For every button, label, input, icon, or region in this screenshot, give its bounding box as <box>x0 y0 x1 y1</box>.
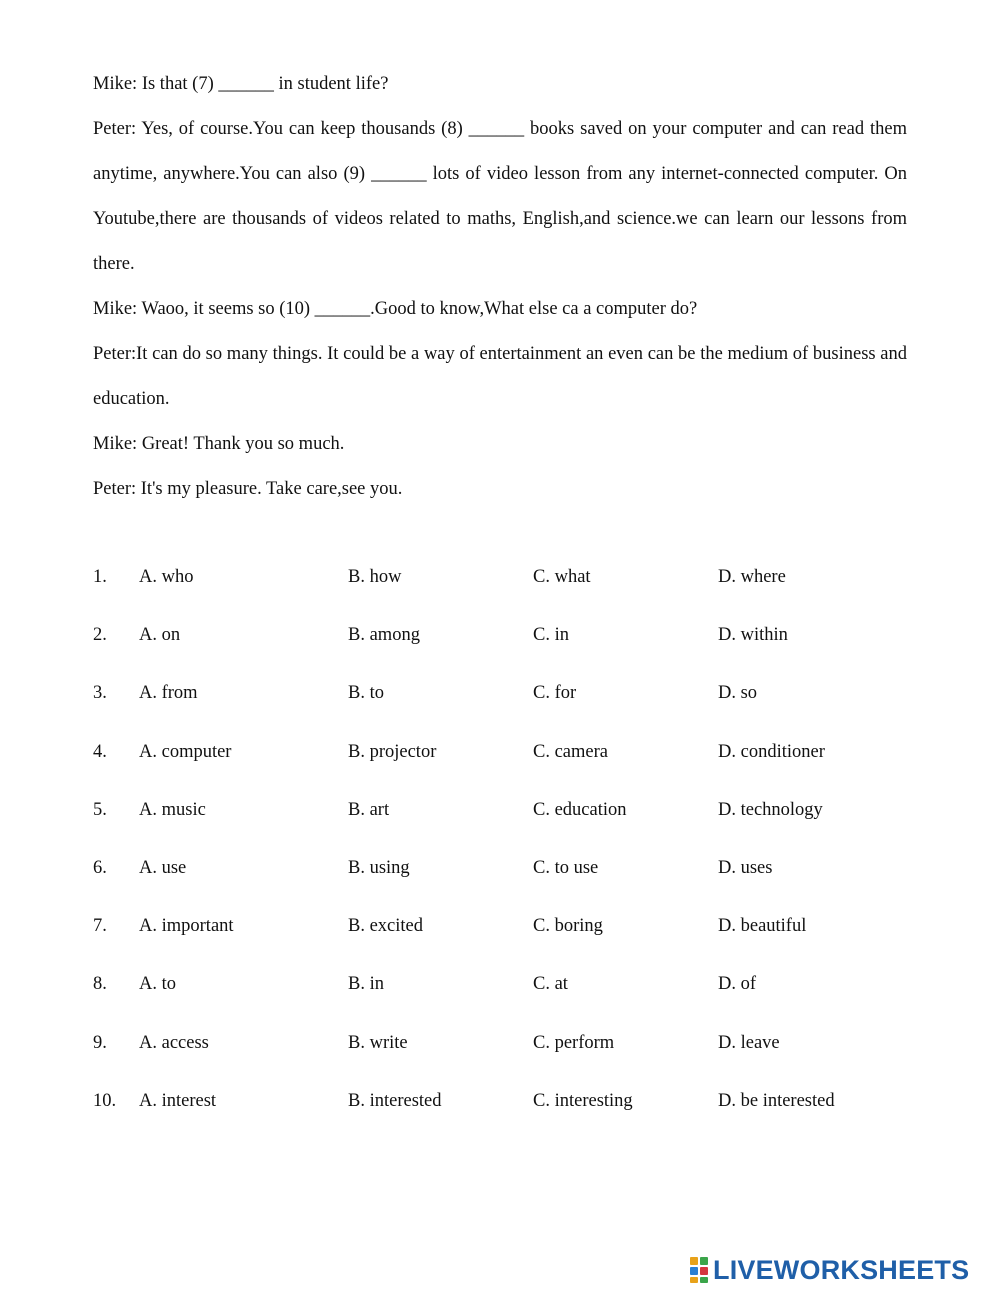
option-c: C. camera <box>533 741 608 762</box>
question-number: 10. <box>93 1090 117 1111</box>
option-a: A. from <box>139 683 198 704</box>
question-row <box>93 1023 913 1081</box>
option-d: D. be interested <box>718 1090 835 1111</box>
question-row <box>93 673 913 731</box>
question-number: 2. <box>93 625 107 646</box>
liveworksheets-logo-icon <box>690 1257 710 1283</box>
option-a: A. who <box>139 567 194 587</box>
question-number: 8. <box>93 974 107 995</box>
option-c: C. for <box>533 683 577 704</box>
logo-square <box>690 1257 698 1265</box>
question-number: 3. <box>93 683 107 704</box>
option-c: C. at <box>533 974 568 995</box>
dialogue-line: Peter:It can do so many things. It could be a way of entertainment an even can be the medium of business and education. <box>93 344 907 409</box>
option-b: B. write <box>348 1032 408 1053</box>
question-number: 4. <box>93 741 107 762</box>
option-a: A. access <box>139 1032 209 1053</box>
dialogue-line: Mike: Waoo, it seems so (10) ______.Good to know,What else ca a computer do? <box>93 299 698 319</box>
option-c: C. perform <box>533 1032 615 1053</box>
question-row <box>93 557 913 615</box>
dialogue-line: Mike: Great! Thank you so much. <box>93 434 345 454</box>
logo-square <box>700 1257 708 1265</box>
question-number: 1. <box>93 567 107 587</box>
option-c: C. to use <box>533 857 599 878</box>
option-a: A. to <box>139 974 176 995</box>
option-b: B. art <box>348 799 390 820</box>
option-b: B. projector <box>348 741 437 762</box>
logo-square <box>690 1277 698 1283</box>
option-c: C. boring <box>533 916 603 937</box>
question-row <box>93 615 913 673</box>
question-row <box>93 1081 913 1139</box>
liveworksheets-logo[interactable] <box>690 1252 990 1288</box>
question-row <box>93 790 913 848</box>
dialogue-line: Peter: It's my pleasure. Take care,see you. <box>93 479 403 499</box>
question-row <box>93 906 913 964</box>
option-d: D. leave <box>718 1032 780 1053</box>
option-b: B. among <box>348 625 420 646</box>
question-row <box>93 848 913 906</box>
option-d: D. of <box>718 974 757 995</box>
option-b: B. interested <box>348 1090 442 1111</box>
question-number: 9. <box>93 1032 107 1053</box>
option-d: D. conditioner <box>718 741 825 762</box>
logo-square <box>700 1267 708 1275</box>
question-list <box>93 557 913 1139</box>
logo-square <box>700 1277 708 1283</box>
option-b: B. how <box>348 567 402 587</box>
option-a: A. use <box>139 857 187 878</box>
option-c: C. what <box>533 567 591 587</box>
option-d: D. beautiful <box>718 916 807 937</box>
option-a: A. on <box>139 625 181 646</box>
option-a: A. computer <box>139 741 232 762</box>
option-b: B. to <box>348 683 384 704</box>
option-a: A. music <box>139 799 206 820</box>
option-d: D. where <box>718 567 786 587</box>
dialogue-passage <box>93 62 907 512</box>
question-row <box>93 732 913 790</box>
logo-text: LIVEWORKSHEETS <box>713 1254 970 1285</box>
option-d: D. so <box>718 683 758 704</box>
dialogue-line: Mike: Is that (7) ______ in student life? <box>93 74 389 94</box>
option-b: B. using <box>348 857 410 878</box>
question-row <box>93 964 913 1022</box>
option-a: A. interest <box>139 1090 217 1111</box>
option-c: C. in <box>533 625 569 646</box>
dialogue-line: Peter: Yes, of course.You can keep thousands (8) ______ books saved on your computer and can read them anytime, anywhere.You can also (9) ______ lots of video lesson from any internet-connected computer. On Youtube,there are thousands of videos related to maths, English,and science.we can learn our lessons from there. <box>93 119 907 274</box>
option-a: A. important <box>139 916 234 937</box>
question-number: 5. <box>93 799 107 820</box>
option-d: D. technology <box>718 799 823 820</box>
question-number: 6. <box>93 857 107 878</box>
option-d: D. uses <box>718 857 773 878</box>
option-c: C. interesting <box>533 1090 633 1111</box>
option-b: B. excited <box>348 916 424 937</box>
question-number: 7. <box>93 916 107 937</box>
option-c: C. education <box>533 799 627 820</box>
logo-square <box>690 1267 698 1275</box>
option-b: B. in <box>348 974 384 995</box>
option-d: D. within <box>718 625 788 646</box>
